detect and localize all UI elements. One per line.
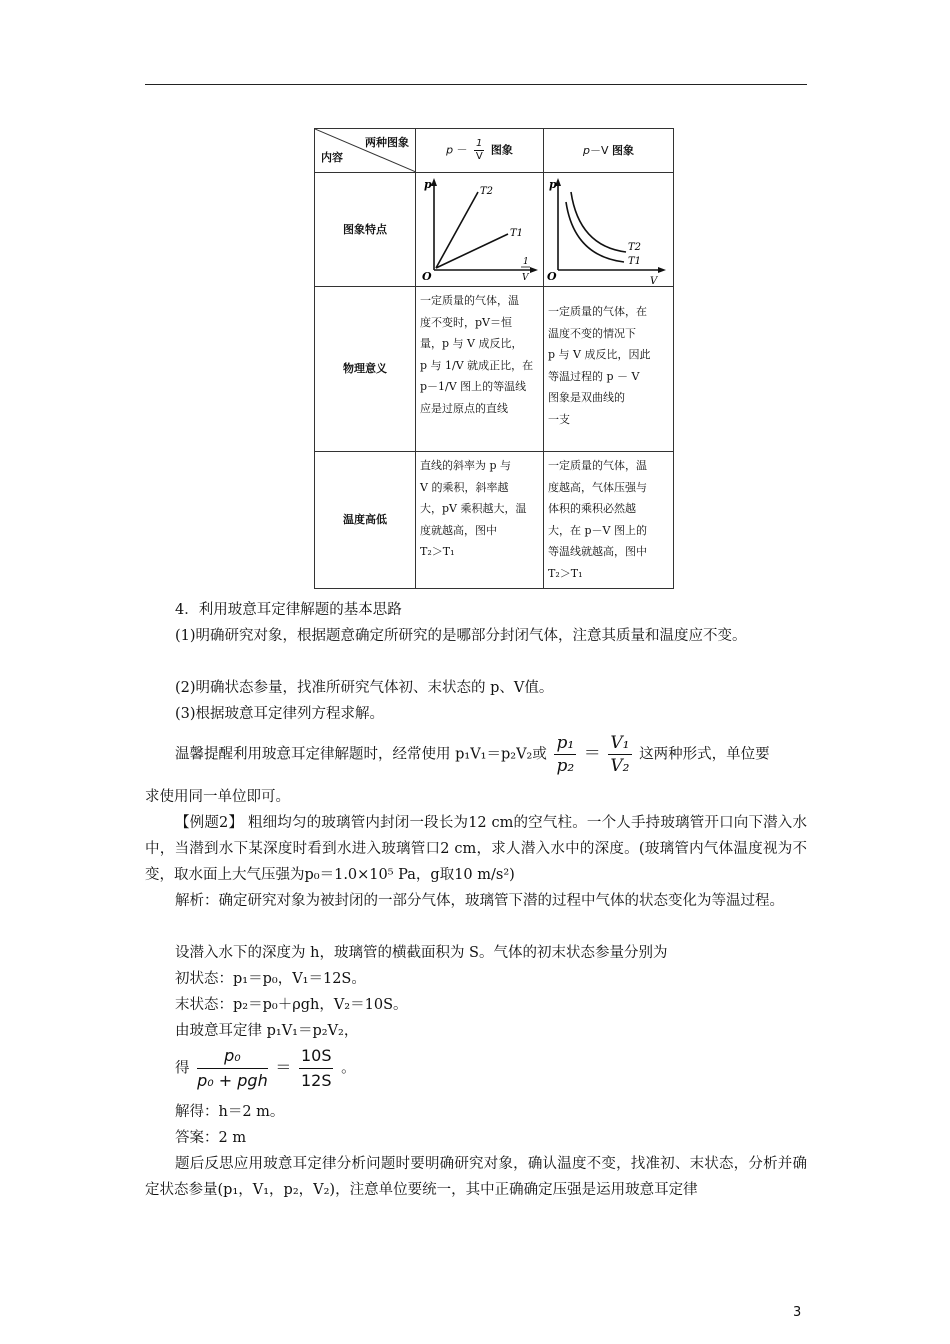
text-line: 度不变时，pV＝恒 bbox=[420, 315, 512, 329]
text-line: 应是过原点的直线 bbox=[420, 401, 508, 415]
graph2-origin: O bbox=[547, 269, 557, 283]
text-line: 等温过程的 p － V bbox=[548, 369, 640, 383]
text-line: p－1/V 图上的等温线 bbox=[420, 380, 527, 393]
text-line: T₂＞T₁ bbox=[420, 545, 455, 558]
eq-end: 。 bbox=[341, 1060, 356, 1077]
boyle-law-line: 由玻意耳定律 p₁V₁＝p₂V₂， bbox=[175, 1023, 359, 1039]
text-line: 大，pV 乘积越大，温 bbox=[420, 502, 527, 515]
column-header-p-1v: p － $\frac{1}{V}$ 图象 bbox=[416, 129, 544, 173]
diagonal-header-cell bbox=[315, 129, 416, 173]
svg-text:V: V bbox=[522, 272, 529, 283]
graph2-t1-label: T1 bbox=[628, 255, 642, 267]
graph1-y-label: p bbox=[424, 177, 432, 191]
meaning-p-1v bbox=[416, 287, 544, 452]
text-line: 度越高，气体压强与 bbox=[548, 480, 647, 494]
column-header-p-v: p－V 图象 bbox=[544, 129, 674, 173]
graph1-origin: O bbox=[422, 269, 432, 283]
text-line: 度就越高，图中 bbox=[420, 523, 497, 537]
text-line: 图象是双曲线的 bbox=[548, 391, 625, 404]
comparison-table bbox=[314, 128, 674, 589]
answer: 答案：2 m bbox=[175, 1130, 247, 1146]
section-heading-4: 4．利用玻意耳定律解题的基本思路 bbox=[175, 602, 402, 618]
graph2-x-label: V bbox=[650, 275, 658, 286]
text-line: 大，在 p－V 图上的 bbox=[548, 523, 647, 537]
text-line: 一定质量的气体，温 bbox=[548, 459, 647, 472]
fraction-rhs: $\frac{10S}{12S}$ bbox=[300, 1046, 332, 1090]
row-label-temperature: 温度高低 bbox=[315, 452, 416, 589]
text-line: 量，p 与 V 成反比， bbox=[420, 337, 523, 350]
text-line: T₂＞T₁ bbox=[548, 566, 583, 580]
tip-text-b: 这两种形式，单位要 bbox=[639, 746, 770, 763]
tip-text-a: 温馨提醒利用玻意耳定律解题时，经常使用 p₁V₁＝p₂V₂或 bbox=[175, 746, 547, 763]
temperature-p-1v bbox=[416, 452, 544, 589]
graph1-t2-label: T2 bbox=[480, 185, 494, 197]
row-label-graph-features: 图象特点 bbox=[315, 173, 416, 287]
tip-continued: 求使用同一单位即可。 bbox=[145, 789, 290, 805]
meaning-p-v bbox=[544, 287, 674, 452]
page-number: 3 bbox=[793, 1305, 802, 1320]
graph2-t2-label: T2 bbox=[628, 241, 642, 253]
graph-p-1v bbox=[416, 173, 544, 287]
solution: 解得：h＝2 m。 bbox=[175, 1104, 285, 1120]
final-state: 末状态：p₂＝p₀＋ρgh，V₂＝10S。 bbox=[175, 997, 408, 1013]
step-3: (3)根据玻意耳定律列方程求解。 bbox=[175, 706, 385, 722]
header-top: 两种图象 bbox=[365, 136, 409, 149]
graph1-t1-label: T1 bbox=[510, 227, 524, 239]
svg-text:1: 1 bbox=[523, 256, 529, 267]
setup-line: 设潜入水下的深度为 h，玻璃管的横截面积为 S。气体的初末状态参量分别为 bbox=[175, 945, 668, 961]
graph-p-v bbox=[544, 173, 674, 287]
text-line: p 与 V 成反比，因此 bbox=[548, 348, 651, 361]
equation-line: 得 $\frac{\text{p₀}}{\text{p₀ + pgh}}$ ＝ $\frac{10S}{12S}$ 。 bbox=[0, 1044, 950, 1093]
header-rule bbox=[145, 84, 807, 85]
tip-line: 温馨提醒利用玻意耳定律解题时，经常使用 p₁V₁＝p₂V₂或 $\frac{\text{p₁}}{\text{p₂}}$ ＝ $\frac{\text{V₁}}{\text{V₂}}$ 这两种形式，单位要 bbox=[175, 733, 770, 776]
example-2: 【例题2】 粗细均匀的玻璃管内封闭一段长为12 cm的空气柱。一个人手持玻璃管开口向下潜入水中，当潜到水下某深度时看到水进入玻璃管口2 cm，求人潜入水中的深度。(玻璃管内气体温度视为不变，取水面上大气压强为p₀＝1.0×10⁵ Pa，g取10 m/s²) bbox=[145, 815, 807, 883]
analysis: 解析：确定研究对象为被封闭的一部分气体，玻璃管下潜的过程中气体的状态变化为等温过程。 bbox=[175, 893, 784, 909]
text-line: 直线的斜率为 p 与 bbox=[420, 459, 512, 472]
get-text: 得 bbox=[175, 1060, 190, 1077]
text-line: 温度不变的情况下 bbox=[548, 326, 636, 340]
text-line: 体积的乘积必然越 bbox=[548, 502, 636, 515]
fraction-v1-v2: $\frac{\text{V₁}}{\text{V₂}}$ bbox=[610, 733, 630, 776]
temperature-p-v bbox=[544, 452, 674, 589]
text-line: 等温线就越高，图中 bbox=[548, 545, 647, 558]
initial-state: 初状态：p₁＝p₀，V₁＝12S。 bbox=[175, 971, 366, 987]
fraction-lhs: $\frac{\text{p₀}}{\text{p₀ + pgh}}$ bbox=[197, 1046, 268, 1090]
text-line: V 的乘积，斜率越 bbox=[420, 480, 509, 494]
graph2-y-label: p bbox=[549, 177, 557, 191]
fraction-p1-p2: $\frac{\text{p₁}}{\text{p₂}}$ bbox=[556, 733, 575, 776]
text-line: p 与 1/V 就成正比，在 bbox=[420, 358, 534, 372]
text-line: 一支 bbox=[548, 412, 570, 426]
step-2: (2)明确状态参量，找准所研究气体初、末状态的 p、V值。 bbox=[175, 680, 554, 696]
step-1: (1)明确研究对象，根据题意确定所研究的是哪部分封闭气体，注意其质量和温度应不变。 bbox=[175, 628, 747, 644]
header-bottom: 内容 bbox=[321, 151, 343, 164]
reflection: 题后反思应用玻意耳定律分析问题时要明确研究对象，确认温度不变，找准初、末状态，分析并确定状态参量(p₁，V₁，p₂，V₂)，注意单位要统一，其中正确确定压强是运用玻意耳定律 bbox=[145, 1156, 807, 1198]
text-line: 一定质量的气体，在 bbox=[548, 305, 647, 318]
text-line: 一定质量的气体，温 bbox=[420, 294, 519, 307]
row-label-physical-meaning: 物理意义 bbox=[315, 287, 416, 452]
